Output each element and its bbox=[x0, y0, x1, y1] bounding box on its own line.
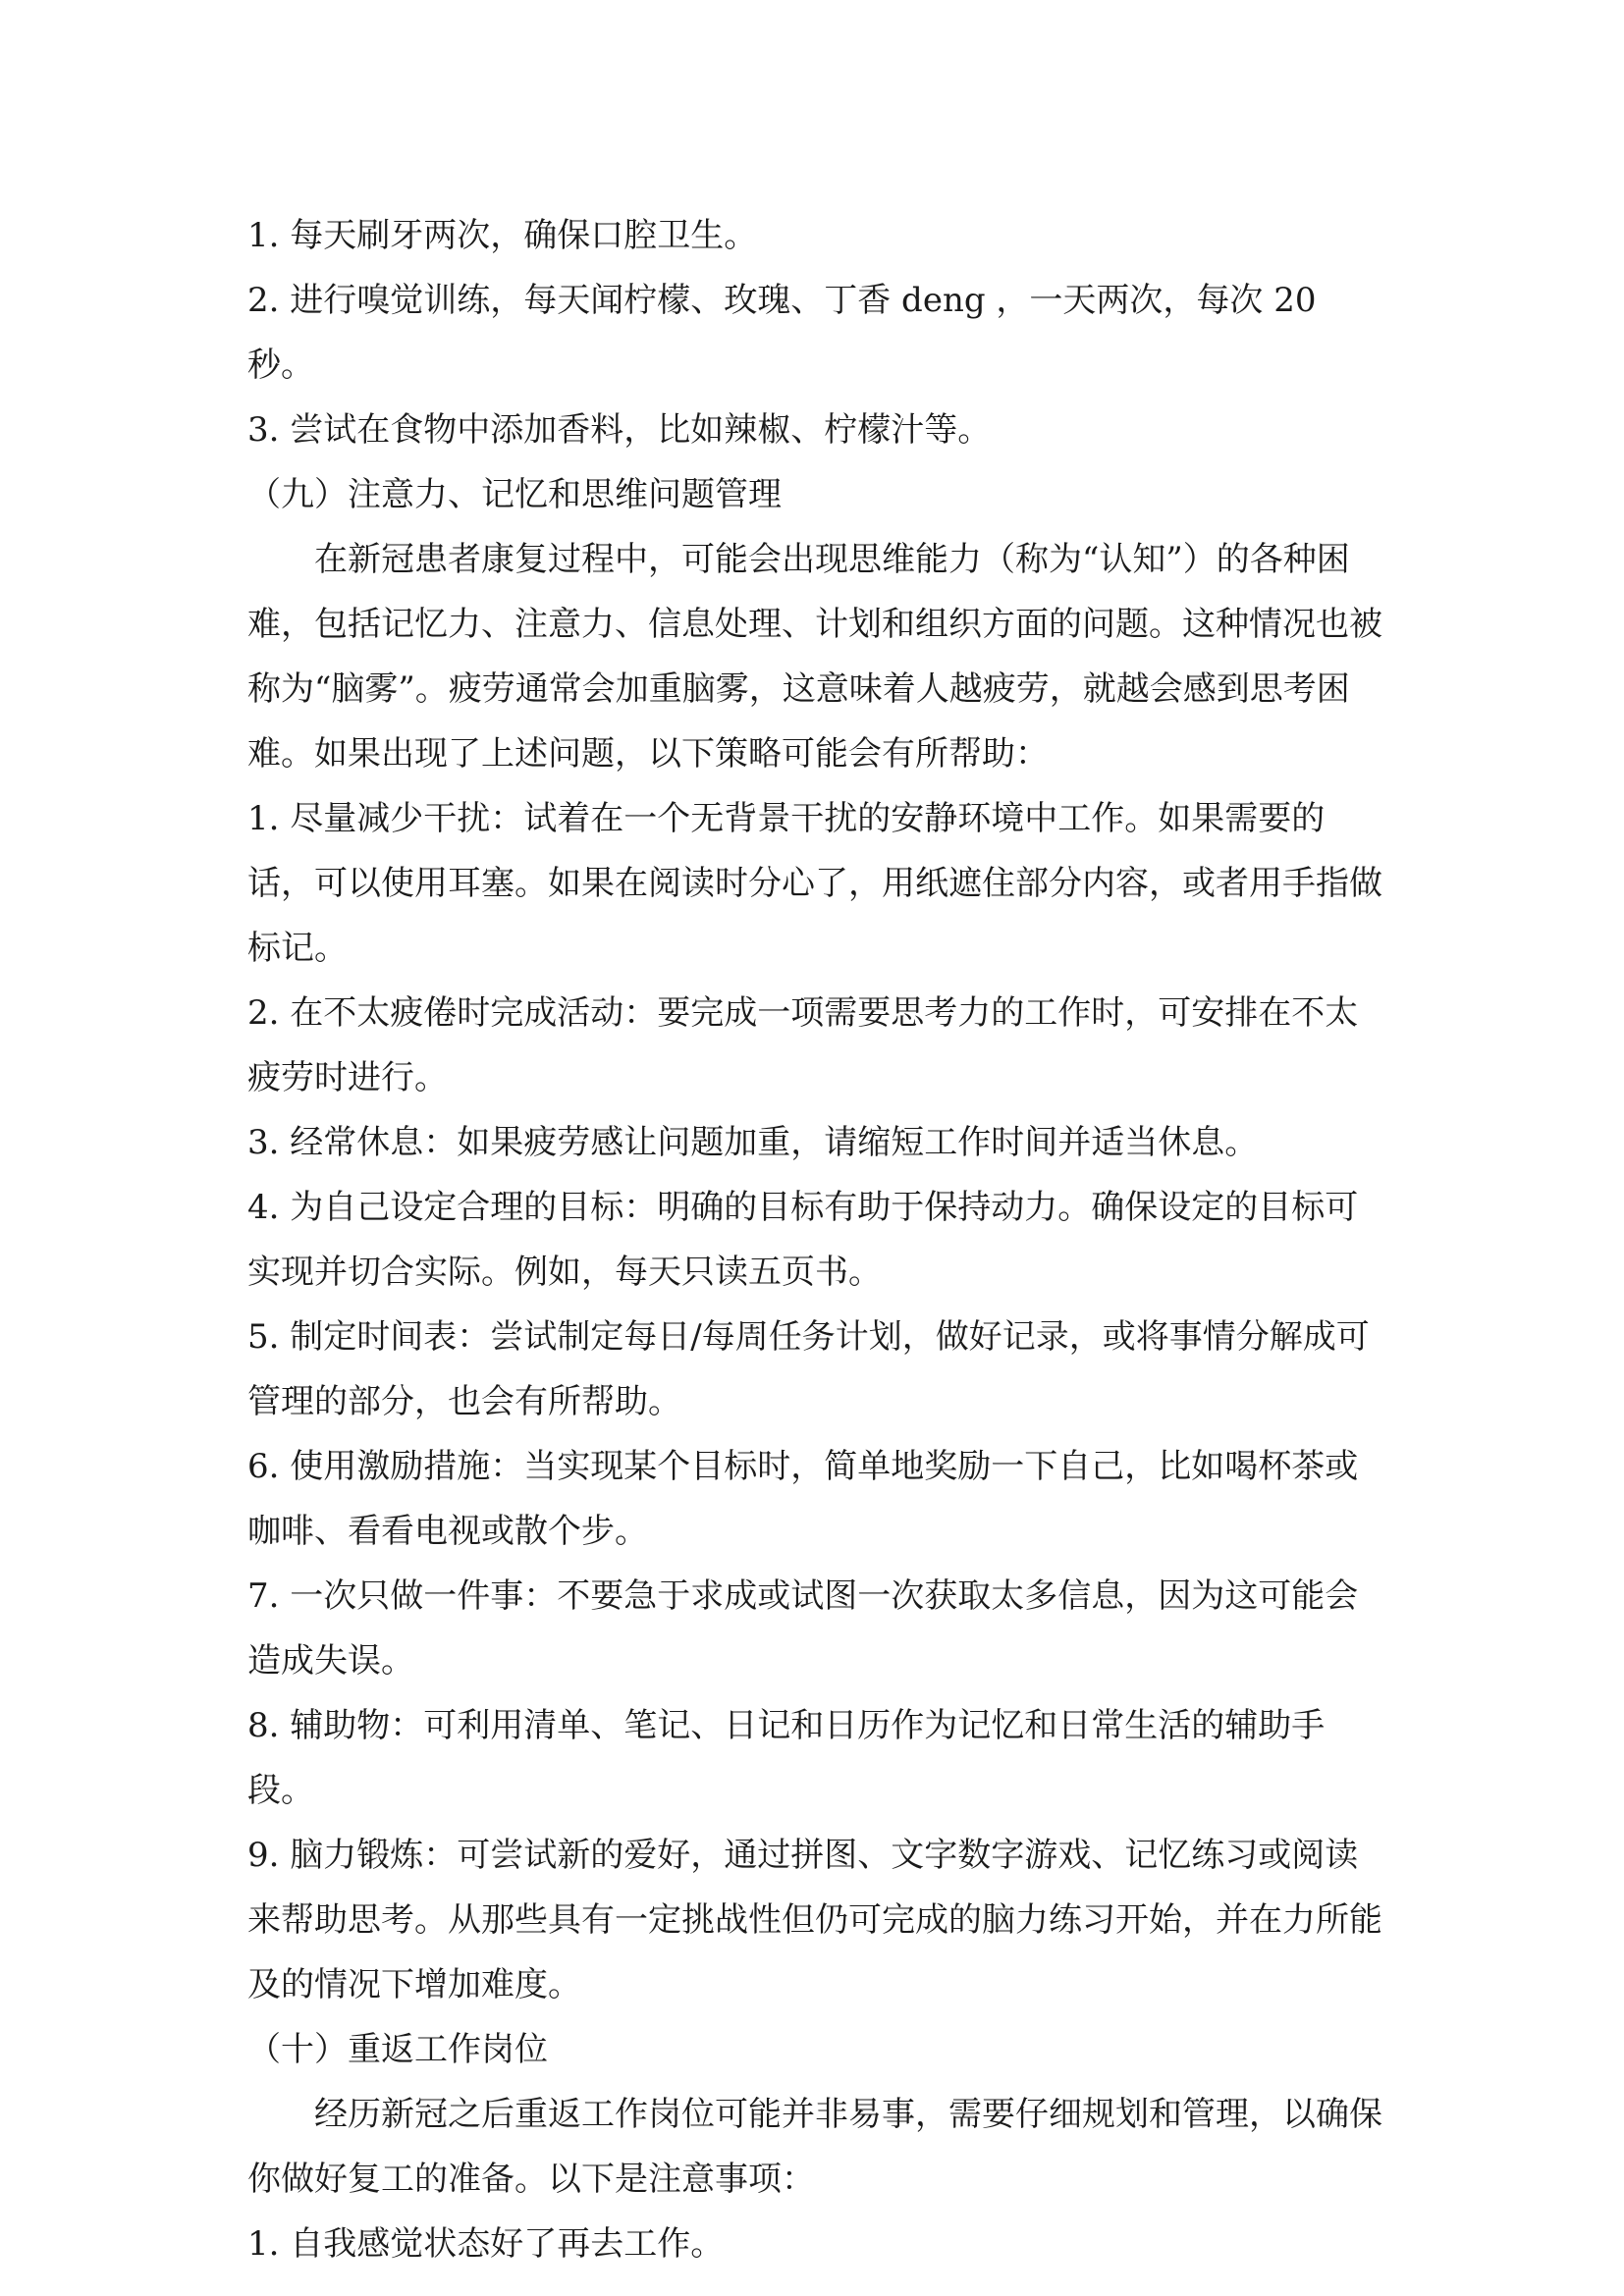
list-item-cognition-8: 8. 辅助物：可利用清单、笔记、日记和日历作为记忆和日常生活的辅助手段。 bbox=[247, 1706, 1326, 1810]
list-item-cognition-4: 4. 为自己设定合理的目标：明确的目标有助于保持动力。确保设定的目标可实现并切合实际。例如，每天只读五页书。 bbox=[247, 1188, 1359, 1292]
list-item-smell-3: 3. 尝试在食物中添加香料，比如辣椒、柠檬汁等。 bbox=[247, 410, 992, 450]
section-heading-cognition: （九）注意力、记忆和思维问题管理 bbox=[247, 475, 782, 514]
list-item-cognition-2: 2. 在不太疲倦时完成活动：要完成一项需要思考力的工作时，可安排在不太疲劳时进行。 bbox=[247, 993, 1359, 1097]
list-item-cognition-3: 3. 经常休息：如果疲劳感让问题加重，请缩短工作时间并适当休息。 bbox=[247, 1123, 1259, 1162]
body-paragraph-cognition: 在新冠患者康复过程中，可能会出现思维能力（称为“认知”）的各种困难，包括记忆力、注意力、信息处理、计划和组织方面的问题。这种情况也被称为“脑雾”。疲劳通常会加重脑雾，这意味着人越疲劳，就越会感到思考困难。如果出现了上述问题，以下策略可能会有所帮助： bbox=[247, 540, 1382, 774]
list-item-cognition-5: 5. 制定时间表：尝试制定每日/每周任务计划，做好记录，或将事情分解成可管理的部分，也会有所帮助。 bbox=[247, 1317, 1370, 1421]
list-item-cognition-6: 6. 使用激励措施：当实现某个目标时，简单地奖励一下自己，比如喝杯茶或咖啡、看看电视或散个步。 bbox=[247, 1447, 1359, 1551]
list-item-cognition-1: 1. 尽量减少干扰：试着在一个无背景干扰的安静环境中工作。如果需要的话，可以使用耳塞。如果在阅读时分心了，用纸遮住部分内容，或者用手指做标记。 bbox=[247, 799, 1382, 968]
list-item-return-to-work-1: 1. 自我感觉状态好了再去工作。 bbox=[247, 2224, 725, 2264]
list-item-cognition-9: 9. 脑力锻炼：可尝试新的爱好，通过拼图、文字数字游戏、记忆练习或阅读来帮助思考。从那些具有一定挑战性但仍可完成的脑力练习开始，并在力所能及的情况下增加难度。 bbox=[247, 1836, 1382, 2004]
document-body bbox=[247, 203, 1386, 2276]
list-item-smell-1: 1. 每天刷牙两次，确保口腔卫生。 bbox=[247, 216, 758, 255]
list-item-smell-2: 2. 进行嗅觉训练，每天闻柠檬、玫瑰、丁香 deng ，一天两次，每次 20 秒。 bbox=[247, 281, 1317, 385]
list-item-cognition-7: 7. 一次只做一件事：不要急于求成或试图一次获取太多信息，因为这可能会造成失误。 bbox=[247, 1576, 1359, 1681]
section-heading-return-to-work: （十）重返工作岗位 bbox=[247, 2030, 548, 2069]
body-paragraph-return-to-work: 经历新冠之后重返工作岗位可能并非易事，需要仔细规划和管理，以确保你做好复工的准备。以下是注意事项： bbox=[247, 2095, 1382, 2199]
